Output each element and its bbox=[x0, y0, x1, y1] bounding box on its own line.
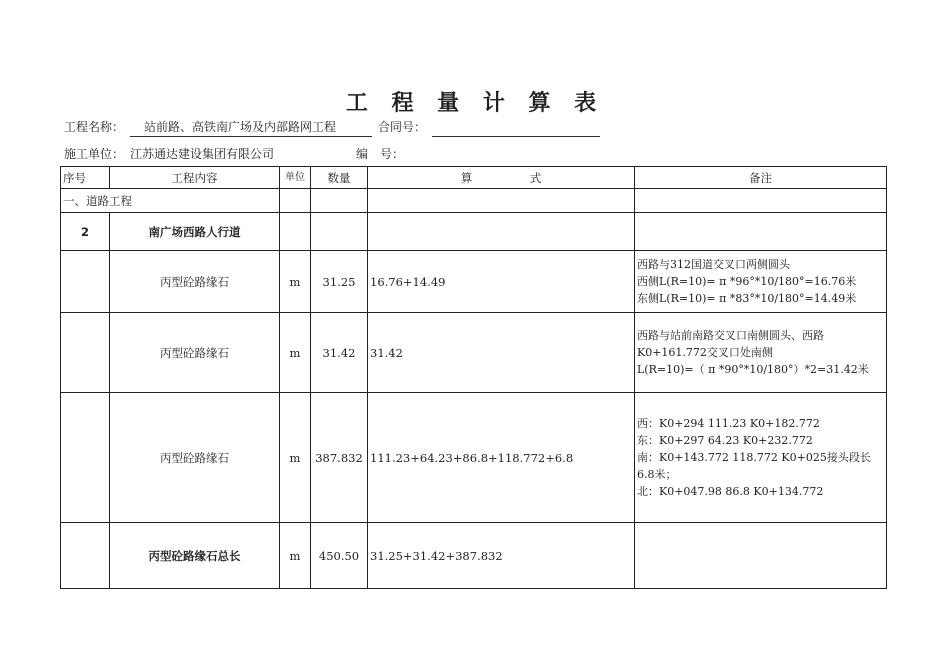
header-unit: 单位 bbox=[280, 167, 311, 189]
remark-line: 东侧L(R=10)= π *83°*10/180°=14.49米 bbox=[637, 292, 857, 305]
group-no: 2 bbox=[61, 213, 110, 251]
row-unit: m bbox=[280, 251, 311, 313]
header-no: 序号 bbox=[61, 167, 110, 189]
remark-line: 东：K0+297 64.23 K0+232.772 bbox=[637, 434, 813, 447]
group-name: 南广场西路人行道 bbox=[110, 213, 280, 251]
remark-line: 西侧L(R=10)= π *96°*10/180°=16.76米 bbox=[637, 275, 857, 288]
total-row bbox=[61, 523, 887, 589]
contract-label: 合同号： bbox=[378, 120, 427, 134]
row-unit: m bbox=[280, 313, 311, 393]
header-remark: 备注 bbox=[635, 167, 887, 189]
remark-line: L(R=10)=（ π *90°*10/180°）*2=31.42米 bbox=[637, 363, 869, 376]
remark-line: 西路与312国道交叉口两侧圆头 bbox=[637, 258, 790, 271]
total-content: 丙型砼路缘石总长 bbox=[110, 523, 280, 589]
row-remark bbox=[635, 393, 887, 523]
row-qty: 387.832 bbox=[311, 393, 368, 523]
table-row bbox=[61, 313, 887, 393]
section-row bbox=[61, 189, 887, 213]
row-content: 丙型砼路缘石 bbox=[110, 313, 280, 393]
total-qty: 450.50 bbox=[311, 523, 368, 589]
total-unit: m bbox=[280, 523, 311, 589]
total-formula: 31.25+31.42+387.832 bbox=[368, 523, 635, 589]
page-title: 工 程 量 计 算 表 bbox=[345, 91, 605, 116]
group-row bbox=[61, 213, 887, 251]
calc-table bbox=[60, 166, 887, 589]
remark-line: 南：K0+143.772 118.772 K0+025接头段长6.8米； bbox=[637, 451, 871, 481]
row-formula: 31.42 bbox=[368, 313, 635, 393]
row-content: 丙型砼路缘石 bbox=[110, 393, 280, 523]
row-content: 丙型砼路缘石 bbox=[110, 251, 280, 313]
contractor-name: 江苏通达建设集团有限公司 bbox=[130, 147, 275, 161]
contractor-label: 施工单位： bbox=[64, 147, 125, 161]
row-qty: 31.42 bbox=[311, 313, 368, 393]
project-name: 站前路、高铁南广场及内部路网工程 bbox=[144, 120, 337, 134]
remark-line: K0+161.772交叉口处南侧 bbox=[637, 346, 773, 359]
project-label: 工程名称： bbox=[64, 120, 125, 134]
row-formula: 111.23+64.23+86.8+118.772+6.8 bbox=[368, 393, 635, 523]
number-label: 编 号： bbox=[356, 147, 405, 161]
remark-line: 西路与站前南路交叉口南侧圆头、西路 bbox=[637, 329, 824, 342]
row-formula: 16.76+14.49 bbox=[368, 251, 635, 313]
row-remark bbox=[635, 313, 887, 393]
header-formula: 算 式 bbox=[368, 167, 635, 189]
row-unit: m bbox=[280, 393, 311, 523]
section-title: 一、道路工程 bbox=[61, 189, 280, 213]
header-qty: 数量 bbox=[311, 167, 368, 189]
row-remark bbox=[635, 251, 887, 313]
row-qty: 31.25 bbox=[311, 251, 368, 313]
table-row bbox=[61, 393, 887, 523]
project-underline bbox=[130, 136, 372, 137]
remark-line: 西：K0+294 111.23 K0+182.772 bbox=[637, 417, 820, 430]
table-row bbox=[61, 251, 887, 313]
contract-underline bbox=[432, 136, 600, 137]
header-row bbox=[61, 167, 887, 189]
header-content: 工程内容 bbox=[110, 167, 280, 189]
remark-line: 北：K0+047.98 86.8 K0+134.772 bbox=[637, 485, 824, 498]
